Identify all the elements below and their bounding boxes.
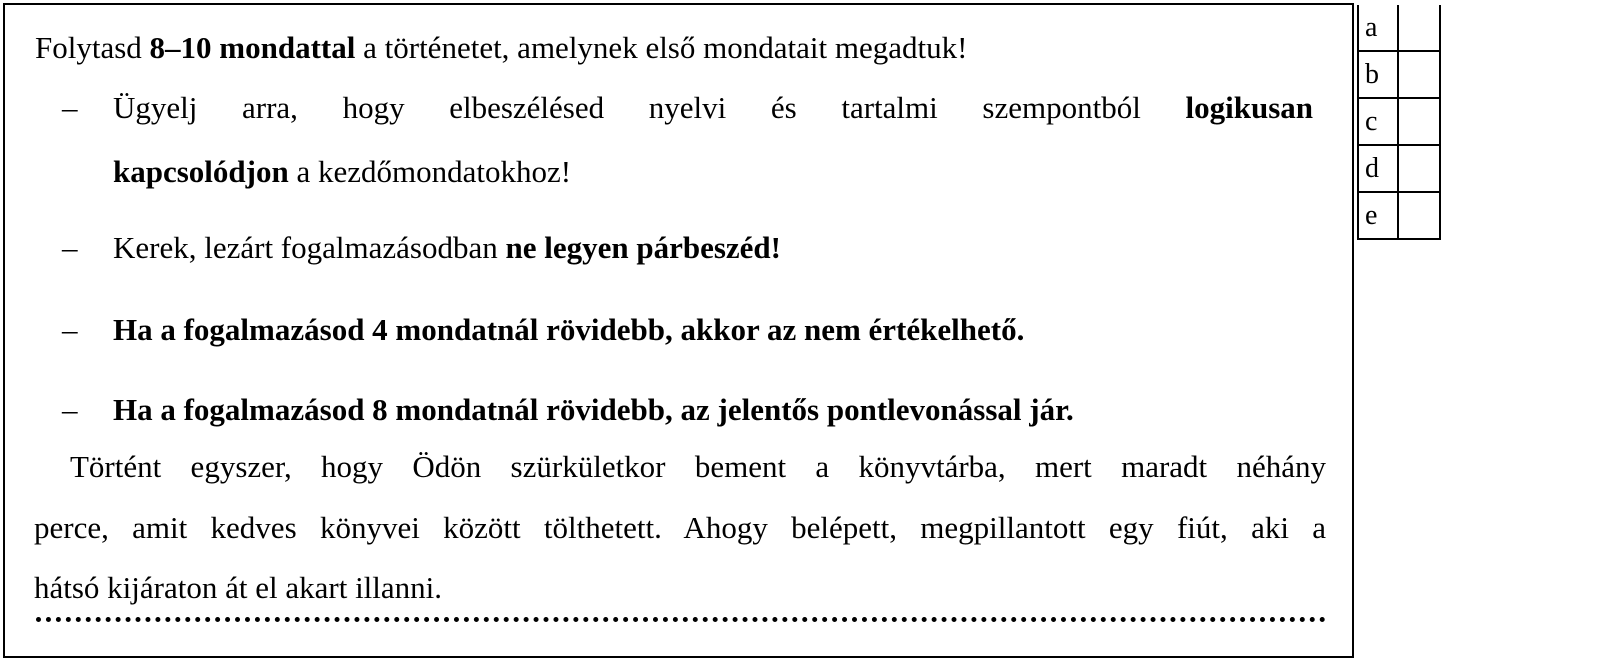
bullet-dash: – xyxy=(62,90,78,125)
score-box[interactable] xyxy=(1398,98,1440,145)
dotted-writing-line xyxy=(36,605,1326,622)
bullet-3: Ha a fogalmazásod 4 mondatnál rövidebb, akkor az nem értékelhető. xyxy=(113,312,1025,347)
story-line-3: hátsó kijáraton át el akart illanni. xyxy=(34,570,443,605)
bullet-dash: – xyxy=(62,392,78,427)
score-letter: b xyxy=(1358,51,1398,98)
bullet-2 xyxy=(113,228,781,268)
score-letter: a xyxy=(1358,5,1398,51)
bullet-1-text-b: a kezdőmondatokhoz! xyxy=(288,154,572,189)
bullet-4: Ha a fogalmazásod 8 mondatnál rövidebb, az jelentős pontlevonással jár. xyxy=(113,392,1074,427)
score-box[interactable] xyxy=(1398,192,1440,239)
score-box[interactable] xyxy=(1398,145,1440,192)
score-letter: c xyxy=(1358,98,1398,145)
score-box[interactable] xyxy=(1398,5,1440,51)
score-table xyxy=(1357,5,1441,240)
score-row xyxy=(1358,98,1440,145)
bullet-2-text: Kerek, lezárt fogalmazásodban xyxy=(113,230,506,265)
story-line-1: Történt egyszer, hogy Ödön szürkületkor bement a könyvtárba, mert maradt néhány xyxy=(70,449,1326,484)
bullet-1-text-a: Ügyelj arra, hogy elbeszélésed nyelvi és tartalmi szempontból xyxy=(113,90,1186,125)
instruction xyxy=(35,28,967,68)
bullet-1-bold-a: logikusan xyxy=(1185,90,1313,125)
instruction-bold: 8–10 mondattal xyxy=(149,30,356,65)
bullet-1-bold-b: kapcsolódjon xyxy=(113,154,289,189)
bullet-dash: – xyxy=(62,230,78,265)
score-row xyxy=(1358,51,1440,98)
score-row xyxy=(1358,5,1440,51)
score-letter: d xyxy=(1358,145,1398,192)
bullet-dash: – xyxy=(62,312,78,347)
bullet-2-bold: ne legyen párbeszéd! xyxy=(505,230,781,265)
story-line-2: perce, amit kedves könyvei között tölthetett. Ahogy belépett, megpillantott egy fiút, aki a xyxy=(34,510,1326,545)
score-row xyxy=(1358,145,1440,192)
score-row xyxy=(1358,192,1440,239)
instruction-post: a történetet, amelynek első mondatait megadtuk! xyxy=(355,30,968,65)
score-box[interactable] xyxy=(1398,51,1440,98)
bullet-1-line-1 xyxy=(113,88,1313,128)
bullet-1-line-2 xyxy=(113,152,571,192)
instruction-pre: Folytasd xyxy=(35,30,150,65)
score-letter: e xyxy=(1358,192,1398,239)
